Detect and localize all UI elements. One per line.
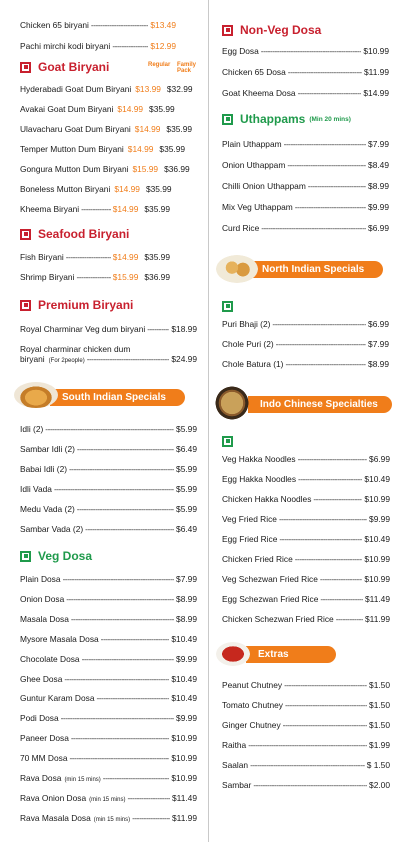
item-price: $6.99 xyxy=(368,223,389,233)
item-name: Sambar xyxy=(222,780,252,790)
item-name: Plain Dosa xyxy=(20,574,61,584)
menu-item xyxy=(222,359,389,369)
menu-item xyxy=(222,454,390,464)
item-name: Onion Dosa xyxy=(20,593,65,604)
item-name: Medu Vada (2) xyxy=(20,504,75,514)
item-price: $7.99 xyxy=(176,574,197,584)
item-price: $9.99 xyxy=(176,653,197,664)
item-price: $13.49 xyxy=(150,20,176,30)
item-note: (min 15 mins) xyxy=(93,816,131,823)
veg-mark-icon xyxy=(222,295,233,313)
menu-item xyxy=(20,164,190,174)
item-name: biryani xyxy=(20,354,45,364)
menu-item xyxy=(222,181,389,191)
item-price: $6.99 xyxy=(368,319,389,329)
item-price-regular: $15.99 xyxy=(112,272,139,282)
item-name: Idli (2) xyxy=(20,424,44,434)
item-name: Chicken Fried Rice xyxy=(222,554,293,564)
item-price-family: $36.99 xyxy=(164,164,190,174)
menu-item xyxy=(20,713,197,723)
item-price: $5.99 xyxy=(176,484,197,494)
item-price-family: $35.99 xyxy=(159,144,186,154)
menu-item xyxy=(20,204,170,214)
item-price: $9.99 xyxy=(176,713,197,724)
section-banner-south-indian: South Indian Specials xyxy=(50,389,185,406)
veg-mark-icon xyxy=(222,114,233,125)
column-header-regular: Regular xyxy=(148,62,171,68)
item-price-family: $35.99 xyxy=(144,252,170,262)
item-price-regular: $14.99 xyxy=(127,144,154,154)
section-title-nonveg-dosa: Non-Veg Dosa xyxy=(222,23,321,37)
menu-item xyxy=(20,574,197,584)
item-price: $11.49 xyxy=(365,594,390,604)
menu-item xyxy=(20,654,197,664)
item-price: $10.99 xyxy=(364,494,390,504)
menu-item xyxy=(20,614,197,624)
veg-mark-icon xyxy=(20,551,31,562)
item-name: Plain Uthappam xyxy=(222,139,282,149)
item-name: Chole Puri (2) xyxy=(222,339,274,349)
item-name: Saalan xyxy=(222,760,249,770)
item-name: Veg Hakka Noodles xyxy=(222,454,296,464)
item-name: Chocolate Dosa xyxy=(20,653,80,664)
menu-item xyxy=(222,780,390,790)
item-name: Paneer Dosa xyxy=(20,733,69,744)
item-price: $1.99 xyxy=(369,740,390,750)
item-price-regular: $14.99 xyxy=(112,204,139,214)
item-price: $10.49 xyxy=(171,693,197,704)
menu-item xyxy=(20,324,197,334)
item-price: $1.50 xyxy=(369,700,390,710)
item-price-regular: $14.99 xyxy=(134,124,161,134)
chutney-bowl-image xyxy=(216,642,250,666)
item-price: $ 1.50 xyxy=(366,760,390,770)
item-price-regular: $14.99 xyxy=(112,252,139,262)
menu-item xyxy=(20,504,197,514)
item-price: $10.99 xyxy=(363,46,389,56)
item-price: $8.99 xyxy=(176,593,197,604)
item-price: $9.99 xyxy=(369,514,390,524)
item-name: Podi Dosa xyxy=(20,713,59,724)
nonveg-mark-icon xyxy=(222,25,233,36)
section-title-seafood-biryani: Seafood Biryani xyxy=(20,227,129,241)
item-price: $5.99 xyxy=(176,464,197,474)
item-name: Raitha xyxy=(222,740,247,750)
item-name: Egg Hakka Noodles xyxy=(222,474,297,484)
menu-item xyxy=(222,223,389,233)
item-price: $18.99 xyxy=(171,324,197,334)
item-name: Chole Batura (1) xyxy=(222,359,284,369)
item-name: Mix Veg Uthappam xyxy=(222,202,293,212)
item-name: Tomato Chutney xyxy=(222,700,283,710)
item-name: Chicken Schezwan Fried Rice xyxy=(222,614,334,624)
item-price-family: $36.99 xyxy=(144,272,170,282)
column-divider xyxy=(208,0,209,842)
item-price: $6.49 xyxy=(176,444,197,454)
section-title-uthappams: Uthappams (Min 20 mins) xyxy=(222,112,351,126)
item-price: $7.99 xyxy=(368,339,389,349)
section-banner-north-indian: North Indian Specials xyxy=(250,261,383,278)
menu-item xyxy=(222,160,389,170)
menu-item xyxy=(20,252,170,262)
menu-item xyxy=(222,534,390,544)
item-name: Egg Schezwan Fried Rice xyxy=(222,594,319,604)
menu-item xyxy=(20,484,197,494)
menu-item xyxy=(222,46,389,56)
item-price: $9.99 xyxy=(368,202,389,212)
menu-item xyxy=(222,700,390,710)
item-price: $11.99 xyxy=(365,614,390,624)
item-name: Royal Charminar Veg dum biryani xyxy=(20,324,146,334)
item-price: $10.49 xyxy=(364,534,390,544)
item-price: $10.49 xyxy=(364,474,390,484)
item-name: Idli Vada xyxy=(20,484,52,494)
section-title-veg-dosa: Veg Dosa xyxy=(20,549,92,563)
item-price: $7.99 xyxy=(368,139,389,149)
item-name: Egg Fried Rice xyxy=(222,534,278,544)
menu-item xyxy=(20,272,170,282)
menu-item xyxy=(222,554,390,564)
item-name: Gongura Mutton Dum Biryani xyxy=(20,164,129,174)
item-name: Rava Masala Dosa xyxy=(20,812,91,823)
nonveg-mark-icon xyxy=(20,62,31,73)
item-price-family: $32.99 xyxy=(166,84,193,94)
menu-item xyxy=(20,124,193,134)
item-price: $1.50 xyxy=(369,680,390,690)
dosa-plate-image xyxy=(14,382,58,408)
item-name: Veg Fried Rice xyxy=(222,514,277,524)
section-title-goat-biryani: Goat Biryani xyxy=(20,60,109,74)
item-price-family: $35.99 xyxy=(144,204,170,214)
item-name: Chicken Hakka Noodles xyxy=(222,494,312,504)
item-price: $11.99 xyxy=(172,812,197,823)
item-price-family: $35.99 xyxy=(149,104,175,114)
menu-item xyxy=(222,740,390,750)
menu-item xyxy=(20,444,197,454)
veg-mark-icon xyxy=(222,430,233,448)
menu-item xyxy=(20,20,176,30)
item-price: $12.99 xyxy=(150,41,176,51)
item-price: $5.99 xyxy=(176,424,197,434)
column-header-family: Family Pack xyxy=(177,62,197,74)
item-name-line: Royal charminar chicken dum xyxy=(20,344,131,354)
menu-item xyxy=(222,494,390,504)
section-banner-extras: Extras xyxy=(246,646,336,663)
item-name: Chilli Onion Uthappam xyxy=(222,181,306,191)
item-name: Sambar Idli (2) xyxy=(20,444,75,454)
item-name: Mysore Masala Dosa xyxy=(20,633,99,644)
item-price: $24.99 xyxy=(171,354,197,364)
item-price-family: $35.99 xyxy=(145,184,172,194)
item-name: 70 MM Dosa xyxy=(20,753,68,764)
menu-item xyxy=(20,84,193,94)
item-name: Peanut Chutney xyxy=(222,680,283,690)
item-name: Ghee Dosa xyxy=(20,673,63,684)
item-name: Puri Bhaji (2) xyxy=(222,319,271,329)
item-name: Rava Onion Dosa xyxy=(20,792,87,803)
item-name: Onion Uthappam xyxy=(222,160,286,170)
item-price: $10.99 xyxy=(364,554,390,564)
item-price: $10.99 xyxy=(364,574,390,584)
item-price: $2.00 xyxy=(369,780,390,790)
menu-item xyxy=(222,514,390,524)
item-name: Kheema Biryani xyxy=(20,204,80,214)
menu-item xyxy=(222,760,390,770)
section-note: (Min 20 mins) xyxy=(309,115,351,123)
item-price: $8.99 xyxy=(368,359,389,369)
menu-item xyxy=(222,594,390,604)
item-price-family: $35.99 xyxy=(166,124,193,134)
item-name: Chicken 65 Dosa xyxy=(222,67,286,77)
item-name: Guntur Karam Dosa xyxy=(20,693,95,704)
item-name: Boneless Mutton Biryani xyxy=(20,184,111,194)
item-price: $10.49 xyxy=(171,633,197,644)
item-price-regular: $13.99 xyxy=(135,84,161,94)
section-banner-indo-chinese: Indo Chinese Specialties xyxy=(248,396,392,413)
item-price: $8.49 xyxy=(368,160,389,170)
item-price: $10.49 xyxy=(171,673,197,684)
menu-item xyxy=(20,144,186,154)
item-name: Rava Dosa xyxy=(20,773,62,783)
menu-item xyxy=(20,793,197,803)
item-name: Goat Kheema Dosa xyxy=(222,88,296,98)
item-note: (min 15 mins) xyxy=(89,796,126,803)
item-note: (For 2people) xyxy=(48,358,85,364)
item-price: $11.99 xyxy=(364,67,389,77)
menu-item xyxy=(222,720,390,730)
menu-item xyxy=(222,67,389,77)
menu-item xyxy=(222,680,390,690)
nonveg-mark-icon xyxy=(20,300,31,311)
item-price-regular: $14.99 xyxy=(114,184,140,194)
menu-item xyxy=(222,202,389,212)
menu-item xyxy=(20,424,197,434)
item-price: $6.49 xyxy=(176,524,197,534)
item-price: $6.99 xyxy=(369,454,390,464)
nonveg-mark-icon xyxy=(20,229,31,240)
menu-item xyxy=(20,464,197,474)
item-name: Curd Rice xyxy=(222,223,260,233)
item-note: (min 15 mins) xyxy=(64,777,101,783)
item-price: $5.99 xyxy=(176,504,197,514)
menu-item xyxy=(20,753,197,763)
menu-item xyxy=(222,614,390,624)
menu-item xyxy=(20,733,197,743)
item-price: $1.50 xyxy=(369,720,390,730)
menu-item xyxy=(20,594,197,604)
item-name: Ginger Chutney xyxy=(222,720,281,730)
menu-item xyxy=(222,88,389,98)
menu-item xyxy=(222,574,390,584)
menu-item xyxy=(222,139,389,149)
item-price: $14.99 xyxy=(363,88,389,98)
menu-item xyxy=(20,634,197,644)
menu-item xyxy=(20,41,176,51)
menu-item xyxy=(20,773,197,783)
item-name: Fish Biryani xyxy=(20,252,64,262)
item-price: $11.49 xyxy=(172,792,197,803)
item-name: Sambar Vada (2) xyxy=(20,524,84,534)
menu-item xyxy=(222,319,389,329)
item-name: Pachi mirchi kodi biryani xyxy=(20,41,111,51)
menu-item xyxy=(20,104,175,114)
menu-item xyxy=(20,354,197,364)
item-name: Chicken 65 biryani xyxy=(20,20,89,30)
item-name: Avakai Goat Dum Biryani xyxy=(20,104,114,114)
section-title-premium-biryani: Premium Biryani xyxy=(20,298,133,312)
menu-item xyxy=(20,693,197,703)
item-name: Temper Mutton Dum Biryani xyxy=(20,144,124,154)
menu-item xyxy=(20,674,197,684)
item-name: Veg Schezwan Fried Rice xyxy=(222,574,318,584)
menu-item xyxy=(20,524,197,534)
item-price: $10.99 xyxy=(171,753,197,764)
menu-item xyxy=(222,339,389,349)
item-name: Masala Dosa xyxy=(20,613,69,624)
item-name: Egg Dosa xyxy=(222,46,259,56)
item-name: Hyderabadi Goat Dum Biryani xyxy=(20,84,132,94)
menu-item xyxy=(20,813,197,823)
item-price-regular: $14.99 xyxy=(117,104,144,114)
item-price-regular: $15.99 xyxy=(132,164,159,174)
noodles-bowl-image xyxy=(212,386,252,420)
item-price: $8.99 xyxy=(176,613,197,624)
puri-plate-image xyxy=(216,255,258,283)
item-name: Babai Idli (2) xyxy=(20,464,68,474)
item-price: $10.99 xyxy=(171,733,197,744)
item-price: $10.99 xyxy=(171,773,197,783)
item-name: Ulavacharu Goat Dum Biryani xyxy=(20,124,131,134)
menu-item xyxy=(222,474,390,484)
menu-item xyxy=(20,184,170,194)
item-name: Shrimp Biryani xyxy=(20,272,75,282)
item-price: $8.99 xyxy=(368,181,389,191)
